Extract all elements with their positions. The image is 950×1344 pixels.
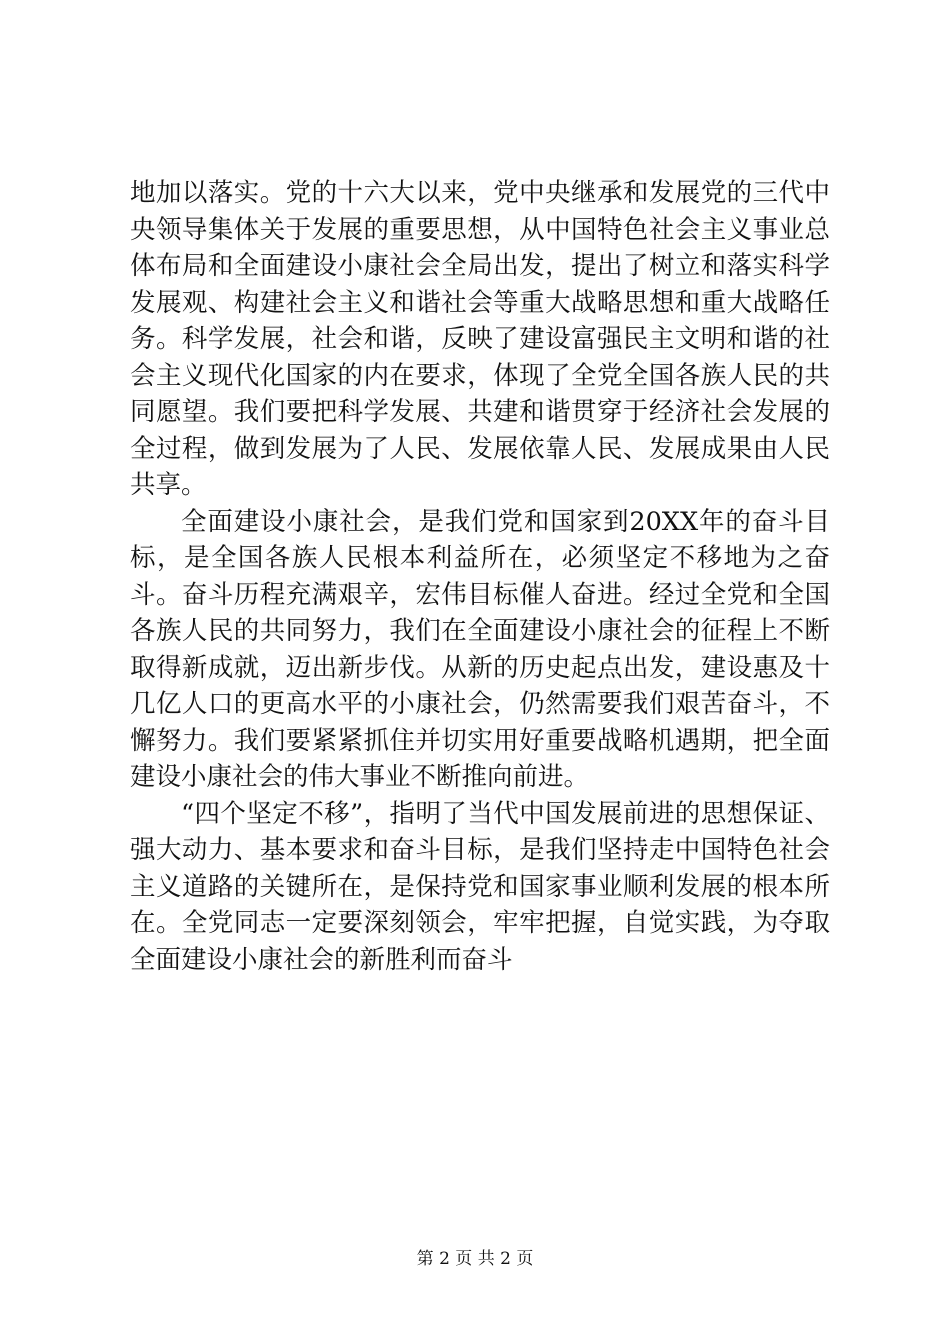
page-number-footer: 第 2 页 共 2 页 [416,1249,534,1269]
document-body [130,175,830,978]
paragraph-3: “四个坚定不移”，指明了当代中国发展前进的思想保证、强大动力、基本要求和奋斗目标，是我们坚持走中国特色社会主义道路的关键所在，是保持党和国家事业顺利发展的根本所在。全党同志一定要深刻领会，牢牢把握，自觉实践，为夺取全面建设小康社会的新胜利而奋斗 [130,798,830,975]
paragraph-1: 地加以落实。党的十六大以来，党中央继承和发展党的三代中央领导集体关于发展的重要思想，从中国特色社会主义事业总体布局和全面建设小康社会全局出发，提出了树立和落实科学发展观、构建社会主义和谐社会等重大战略思想和重大战略任务。科学发展，社会和谐，反映了建设富强民主文明和谐的社会主义现代化国家的内在要求，体现了全党全国各族人民的共同愿望。我们要把科学发展、共建和谐贯穿于经济社会发展的全过程，做到发展为了人民、发展依靠人民、发展成果由人民共享。 [130,178,830,500]
paragraph-2: 全面建设小康社会，是我们党和国家到20XX年的奋斗目标，是全国各族人民根本利益所在，必须坚定不移地为之奋斗。奋斗历程充满艰辛，宏伟目标催人奋进。经过全党和全国各族人民的共同努力，我们在全面建设小康社会的征程上不断取得新成就，迈出新步伐。从新的历史起点出发，建设惠及十几亿人口的更高水平的小康社会，仍然需要我们艰苦奋斗，不懈努力。我们要紧紧抓住并切实用好重要战略机遇期，把全面建设小康社会的伟大事业不断推向前进。 [130,506,830,792]
